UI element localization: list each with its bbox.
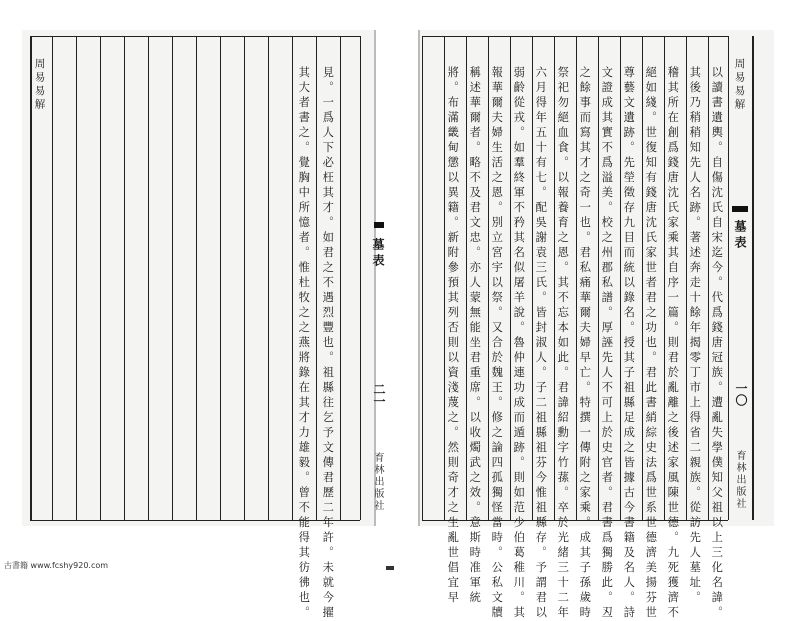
right-text-column: 絕如綫。世復知有錢唐沈氏家世者君之功也。君此書綃綜史法爲世系世德濟美揚芬世: [644, 66, 658, 621]
right-publisher: 育林出版社: [734, 450, 745, 510]
right-text-column: 將。布滿畿甸懲以異籍。新附參預其列否則以資淺蔑之。然則奇才之生亂世倡宜早: [446, 66, 460, 606]
right-col-line: [620, 36, 621, 520]
left-col-line: [76, 36, 77, 520]
left-page-number: 二一: [372, 383, 386, 407]
left-col-line: [244, 36, 245, 520]
right-page: [418, 30, 774, 621]
left-frame-outer-line: [30, 36, 32, 520]
right-col-line: [466, 36, 467, 520]
right-col-line: [532, 36, 533, 520]
right-text-column: 之餘事而寫其才之奇一也。君私痛華爾夫婦早亡。特撰一傳附之家乘。成其子孫歲時: [578, 66, 592, 621]
right-text-column: 尊藝文遺跡。先塋徵存九目而統以錄名。授其子祖縣足成之皆據古今書籍及名人。詩: [622, 66, 636, 621]
right-col-line: [444, 36, 445, 520]
left-col-line: [148, 36, 149, 520]
left-col-line: [172, 36, 173, 520]
fold-mark-top: [732, 206, 748, 212]
scan-mark: [386, 566, 394, 570]
fold-mark-top: [374, 222, 384, 228]
right-col-line: [664, 36, 665, 520]
right-col-line: [708, 36, 709, 520]
right-page-number: 一〇: [734, 382, 748, 406]
left-col-line: [316, 36, 317, 520]
left-text-column: 見。一爲人下必枉其才。如君之不遇烈豐也。祖縣往乞予文傳君歷二年許。未就今擢: [321, 66, 335, 621]
left-frame-top-line: [30, 36, 360, 37]
right-col-line: [488, 36, 489, 520]
left-text-column: 其大者書之。覺胸中所憶者。惟杜牧之之燕將錄在其才力雄毅。曾不能得其彷彿也。: [297, 66, 311, 621]
right-col-line: [686, 36, 687, 520]
left-col-line: [220, 36, 221, 520]
right-section-label: 墓表: [733, 220, 747, 252]
right-col-line: [554, 36, 555, 520]
left-title-margin-line: [52, 36, 53, 520]
right-text-column: 弱齡從戎。如羣終軍不矜其名似屠羊說。魯仲連功成而遁跡。則如范少伯葛稚川。其: [512, 66, 526, 621]
right-text-column: 以讀書遺輿。自傷沈氏自宋迄今。代爲錢唐冠族。遭亂失學僕知父祖以上三化名諱。: [710, 66, 724, 621]
right-text-column: 稱述華爾者。略不及君文忠。亦人蒙無能坐君重席。以收燭武之效。意斯時准軍統: [468, 66, 482, 606]
left-book-title: 周易易解: [33, 58, 46, 112]
right-col-line: [510, 36, 511, 520]
right-col-line: [642, 36, 643, 520]
left-col-line: [268, 36, 269, 520]
left-col-line: [124, 36, 125, 520]
right-col-line: [598, 36, 599, 520]
right-text-column: 其後乃稍稍知先人名跡。著述奔走十餘年揭零丁市上得省二親族。從訪先人墓址。: [688, 66, 702, 606]
right-frame-inner-line: [422, 36, 423, 520]
left-frame-inner-line: [360, 36, 361, 520]
right-col-line: [576, 36, 577, 520]
left-col-line: [196, 36, 197, 520]
right-text-column: 祭祀勿絕血食。以報養育之恩。其不忘本如此。君諱紹勳字竹蓀。卒於光緒三十二年: [556, 66, 570, 621]
left-frame-bottom-line: [30, 520, 360, 521]
right-text-column: 六月得年五十有七。配吳謝袁三氏。皆封淑人。子二祖縣祖芬今惟祖縣存。予謂君以: [534, 66, 548, 621]
left-col-line: [100, 36, 101, 520]
right-frame-outer-line: [728, 36, 729, 520]
left-section-label: 墓表: [371, 238, 385, 270]
left-col-line: [340, 36, 341, 520]
right-text-column: 文證成其實不爲溢美。校之州郡私譜。厚誣先人不可上於史官者。君書爲獨勝此。丒: [600, 66, 614, 621]
right-text-column: 報華爾夫婦生活之恩。別立宮宇以祭。又合於魏王。修之論四孤獨怪當時。公私文牘: [490, 66, 504, 621]
site-watermark: 古書籍 www.fcshy920.com: [4, 561, 109, 570]
right-book-title: 周易易解: [733, 58, 746, 112]
right-frame-top-line: [422, 36, 728, 37]
left-col-line: [292, 36, 293, 520]
right-title-margin-line: [752, 36, 754, 520]
right-text-column: 稽其所在創爲錢唐沈氏家乘其自序一篇。則君於亂離之後述家風陳世德。九死獲濟不: [666, 66, 680, 621]
left-publisher: 育林出版社: [372, 452, 383, 512]
